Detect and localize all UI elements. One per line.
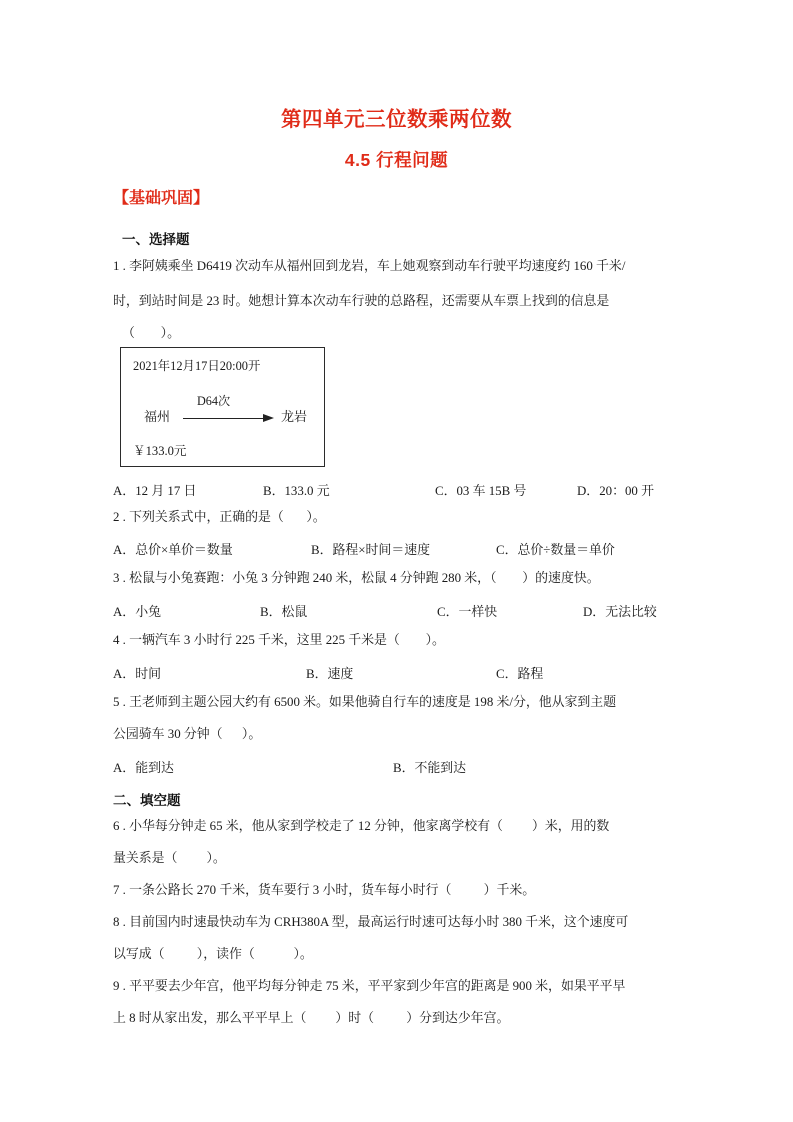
option-d[interactable]: D．20：00 开 — [577, 484, 654, 498]
question-9-line-1: 9 . 平平要去少年宫，他平均每分钟走 75 米，平平家到少年宫的距离是 900 米，如果平平早 — [113, 979, 626, 993]
question-6-line-2: 量关系是（ ）。 — [113, 851, 226, 865]
ticket-price: ￥133.0元 — [133, 444, 187, 458]
option-c[interactable]: C．总价÷数量＝单价 — [496, 543, 615, 557]
question-4-line-1: 4 . 一辆汽车 3 小时行 225 千米，这里 225 千米是（ ）。 — [113, 633, 445, 647]
option-b[interactable]: B．不能到达 — [393, 761, 467, 775]
question-5-options — [113, 757, 693, 776]
question-2-line-1: 2 . 下列关系式中，正确的是（ ）。 — [113, 510, 326, 524]
ticket-destination-station: 龙岩 — [281, 409, 308, 424]
option-a[interactable]: A．总价×单价＝数量 — [113, 543, 233, 557]
ticket-departure-datetime: 2021年12月17日20:00开 — [133, 359, 261, 373]
question-8-line-1: 8 . 目前国内时速最快动车为 CRH380A 型，最高运行时速可达每小时 380 千米，这个速度可 — [113, 915, 629, 929]
question-3-line-1: 3 . 松鼠与小兔赛跑：小兔 3 分钟跑 240 米，松鼠 4 分钟跑 280 米，（ ）的速度快。 — [113, 571, 600, 585]
page-title: 第四单元三位数乘两位数 — [281, 108, 512, 131]
option-c[interactable]: C．路程 — [496, 667, 544, 681]
option-a[interactable]: A．时间 — [113, 667, 161, 681]
ticket-train-number: D64次 — [197, 394, 231, 408]
option-b[interactable]: B．速度 — [306, 667, 354, 681]
section-label-basics: 【基础巩固】 — [113, 190, 210, 207]
question-3-options — [113, 601, 693, 620]
ticket-route — [121, 394, 326, 432]
train-ticket-figure — [120, 347, 325, 467]
option-c[interactable]: C．一样快 — [437, 605, 498, 619]
option-b[interactable]: B．133.0 元 — [263, 484, 330, 498]
page-subtitle: 4.5 行程问题 — [344, 150, 449, 170]
option-a[interactable]: A．能到达 — [113, 761, 174, 775]
option-b[interactable]: B．松鼠 — [260, 605, 308, 619]
option-d[interactable]: D．无法比较 — [583, 605, 657, 619]
option-c[interactable]: C．03 车 15B 号 — [435, 484, 527, 498]
question-5-line-1: 5 . 王老师到主题公园大约有 6500 米。如果他骑自行车的速度是 198 米/分，他从家到主题 — [113, 695, 617, 709]
question-1-line-3: （ ）。 — [122, 326, 181, 340]
question-8-line-2: 以写成（ ），读作（ ）。 — [113, 947, 313, 961]
ticket-origin-station: 福州 — [144, 409, 171, 424]
question-6-line-1: 6 . 小华每分钟走 65 米，他从家到学校走了 12 分钟，他家离学校有（ ）米，用的数 — [113, 819, 610, 833]
question-1-options — [113, 480, 693, 499]
question-1-line-2: 时，到站时间是 23 时。她想计算本次动车行驶的总路程，还需要从车票上找到的信息是 — [113, 294, 610, 308]
section-heading-fill: 二、填空题 — [113, 793, 181, 808]
question-7-line-1: 7 . 一条公路长 270 千米，货车要行 3 小时，货车每小时行（ ）千米。 — [113, 883, 536, 897]
option-b[interactable]: B．路程×时间＝速度 — [311, 543, 430, 557]
question-2-options — [113, 539, 693, 558]
question-4-options — [113, 663, 693, 682]
option-a[interactable]: A．小兔 — [113, 605, 161, 619]
route-arrow-icon — [183, 414, 275, 424]
option-a[interactable]: A．12 月 17 日 — [113, 484, 197, 498]
section-heading-choice: 一、选择题 — [122, 232, 190, 247]
question-5-line-2: 公园骑车 30 分钟（ ）。 — [113, 727, 262, 741]
question-1-line-1: 1 . 李阿姨乘坐 D6419 次动车从福州回到龙岩，车上她观察到动车行驶平均速度约 160 千米/ — [113, 259, 626, 273]
question-9-line-2: 上 8 时从家出发，那么平平早上（ ）时（ ）分到达少年宫。 — [113, 1011, 510, 1025]
